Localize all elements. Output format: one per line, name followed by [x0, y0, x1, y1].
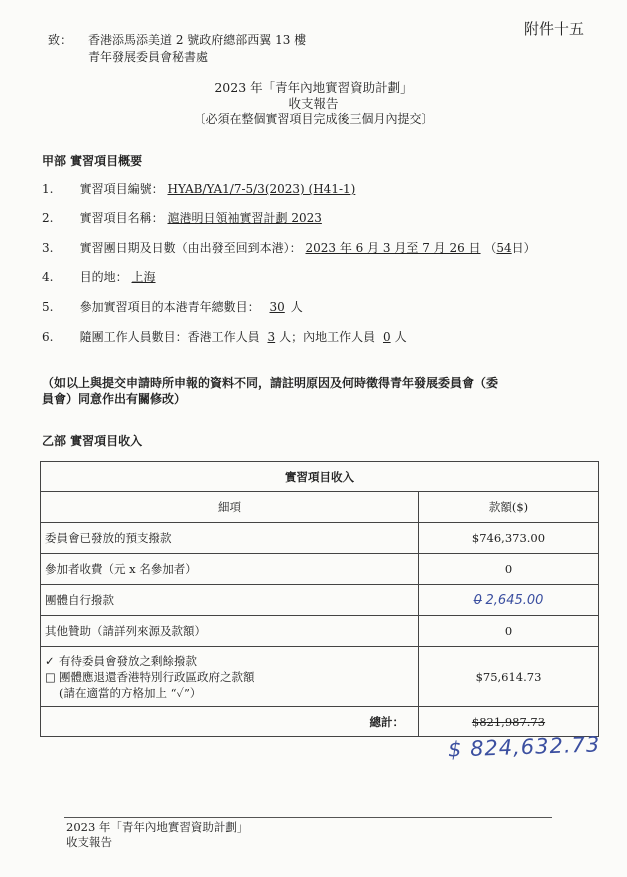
amendment-note-line2: 員會）同意作出有關修改） — [42, 392, 187, 406]
item-label: 實習團日期及日數（由出發至回到本港）： — [79, 241, 302, 255]
address-line2: 青年發展委員會秘書處 — [88, 50, 209, 64]
row-amount-cell — [419, 585, 599, 616]
table-row — [41, 523, 599, 554]
section-b-heading: 乙部 實習項目收入 — [42, 434, 143, 448]
days-open: （ — [484, 241, 497, 255]
item-num: 1. — [42, 182, 54, 196]
row-amount: 0 — [419, 616, 599, 647]
item-num: 4. — [42, 270, 54, 284]
row-item: 其他贊助（請詳列來源及款額） — [41, 616, 419, 647]
project-name-value: 滬港明日領袖實習計劃 2023 — [167, 211, 322, 225]
project-number-value: HYAB/YA1/7-5/3(2023) (H41-1) — [167, 182, 356, 196]
item-label: 實習項目名稱： — [79, 211, 164, 225]
remaining-grant-option: 有待委員會發放之剩餘撥款 — [59, 653, 197, 668]
footer-line2: 收支報告 — [66, 835, 112, 849]
attachment-label: 附件十五 — [524, 20, 585, 38]
col-amount-header: 款額($) — [419, 492, 599, 523]
mainland-staff-value: 0 — [382, 330, 391, 344]
report-title: 2023 年「青年內地實習資助計劃」 — [214, 80, 413, 95]
item-label: 隨團工作人員數目：香港工作人員 — [79, 330, 260, 344]
item-staff — [42, 328, 407, 345]
item-label: 實習項目編號： — [79, 182, 164, 196]
crossed-amount: 0 — [473, 592, 482, 608]
staff-suffix: 人 — [394, 330, 407, 344]
table-row — [41, 616, 599, 647]
footer-rule — [64, 817, 552, 818]
item-label: 目的地： — [79, 270, 128, 284]
checkbox-hint: (請在適當的方格加上 “✓”） — [59, 685, 202, 700]
total-label: 總計： — [41, 707, 419, 737]
item-num: 6. — [42, 330, 54, 344]
checkbox-row — [41, 647, 599, 707]
handwritten-total: $ 824,632.73 — [447, 732, 601, 762]
project-days-value: 54 — [496, 241, 512, 255]
row-item: 團體自行撥款 — [41, 585, 419, 616]
item-num: 3. — [42, 241, 54, 255]
item-project-name — [42, 209, 322, 226]
handwritten-amount: 2,645.00 — [485, 592, 544, 608]
days-close: 日） — [511, 241, 536, 255]
total-row — [41, 707, 599, 737]
item-destination — [42, 268, 156, 285]
table-row — [41, 554, 599, 585]
participants-value: 30 — [269, 300, 285, 314]
report-subtitle: 收支報告 — [288, 96, 339, 111]
item-project-dates — [42, 239, 536, 256]
amendment-note-line1: （如以上與提交申請時所申報的資料不同，請註明原因及何時徵得青年發展委員會（委 — [42, 376, 499, 390]
row-amount: $75,614.73 — [419, 647, 599, 707]
footer-line1: 2023 年「青年內地實習資助計劃」 — [66, 820, 249, 834]
table-header-row — [41, 492, 599, 523]
table-row — [41, 585, 599, 616]
income-table — [40, 461, 599, 737]
item-label: 參加實習項目的本港青年總數目： — [79, 300, 260, 314]
total-amount-cell — [419, 707, 599, 737]
address-line1: 香港添馬添美道 2 號政府總部西翼 13 樓 — [88, 33, 307, 47]
row-amount: 0 — [419, 554, 599, 585]
col-item-header: 細項 — [41, 492, 419, 523]
row-item: 委員會已發放的預支撥款 — [41, 523, 419, 554]
staff-mid: 人；內地工作人員 — [279, 330, 376, 344]
refund-option: 團體應退還香港特別行政區政府之款額 — [59, 669, 255, 684]
hk-staff-value: 3 — [267, 330, 276, 344]
crossed-total: $821,987.73 — [471, 714, 546, 729]
checkbox-icon[interactable]: □ — [45, 669, 56, 684]
submission-deadline: 〔必須在整個實習項目完成後三個月內提交〕 — [193, 112, 434, 126]
item-participants — [42, 298, 303, 315]
to-label: 致： — [48, 33, 73, 47]
section-a-heading: 甲部 實習項目概要 — [42, 154, 143, 168]
checkbox-options — [41, 647, 419, 707]
table-title-row — [41, 462, 599, 492]
row-item: 參加者收費（元 x 名參加者） — [41, 554, 419, 585]
project-dates-value: 2023 年 6 月 3 月至 7 月 26 日 — [305, 241, 481, 255]
item-project-number — [42, 180, 355, 197]
participants-suffix: 人 — [290, 300, 303, 314]
row-amount: $746,373.00 — [419, 523, 599, 554]
item-num: 5. — [42, 300, 54, 314]
table-title: 實習項目收入 — [41, 462, 599, 492]
item-num: 2. — [42, 211, 54, 225]
check-mark-icon[interactable]: ✓ — [45, 653, 55, 668]
destination-value: 上海 — [131, 270, 156, 284]
